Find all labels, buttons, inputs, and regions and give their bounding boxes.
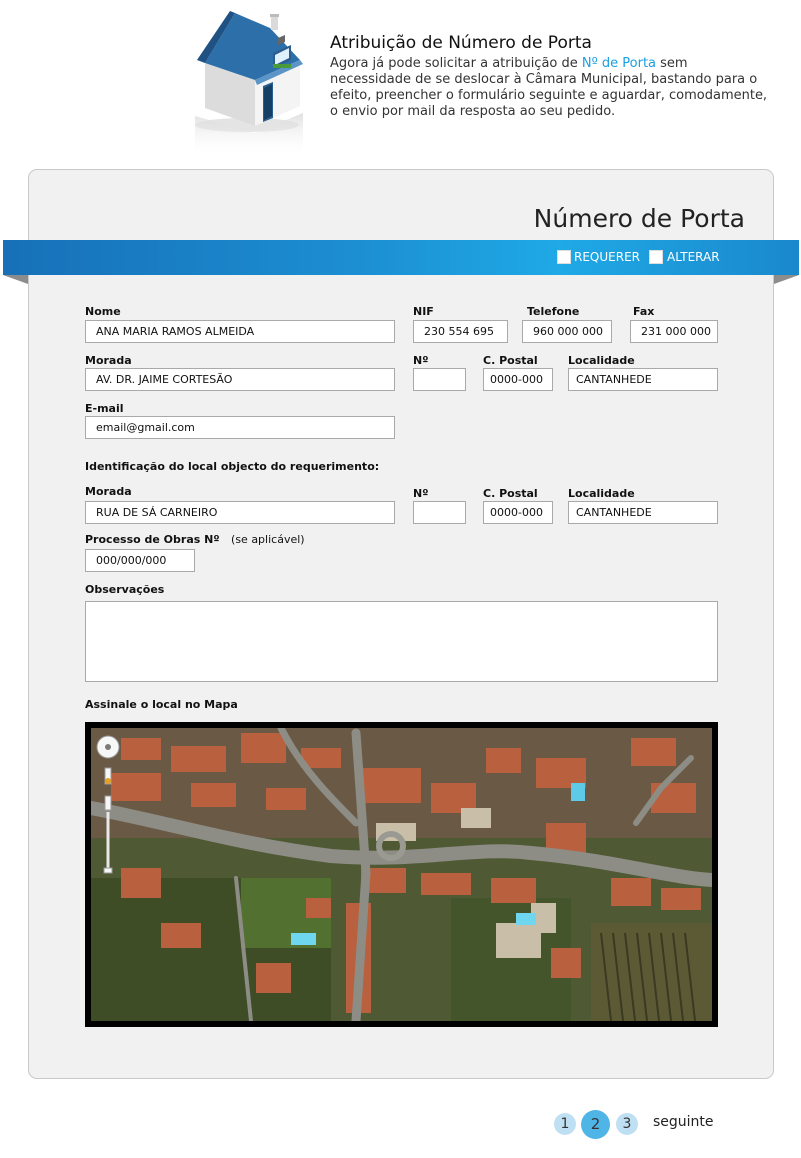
location-section-heading: Identificação do local objecto do requerimento:: [85, 460, 380, 473]
form-title: Número de Porta: [533, 204, 745, 233]
alterar-label[interactable]: ALTERAR: [667, 250, 720, 264]
satellite-map[interactable]: [91, 728, 712, 1021]
cpostal-input[interactable]: 0000-000: [483, 368, 553, 391]
telefone-label: Telefone: [527, 305, 580, 318]
processo-label-text: Processo de Obras Nº: [85, 533, 220, 546]
description-text-end: sem necessidade de se deslocar à Câmara Municipal, bastando para o efeito, preencher o formulário seguinte e aguardar, comodamente, o envio por mail da resposta ao seu pedido.: [330, 56, 768, 119]
numero-input[interactable]: [413, 368, 466, 391]
description-text-start: Agora já pode solicitar a atribuição de: [330, 56, 582, 71]
page-header-description: [330, 56, 770, 120]
processo-label: [85, 533, 305, 546]
map-label: Assinale o local no Mapa: [85, 698, 238, 711]
page-1-button[interactable]: 1: [554, 1113, 576, 1135]
numero-label: Nº: [413, 354, 429, 367]
morada-label: Morada: [85, 354, 132, 367]
requerer-label[interactable]: REQUERER: [574, 250, 640, 264]
location-numero-label: Nº: [413, 487, 429, 500]
telefone-input[interactable]: 960 000 000: [522, 320, 612, 343]
next-button[interactable]: seguinte: [653, 1114, 714, 1130]
processo-input[interactable]: 000/000/000: [85, 549, 195, 572]
observacoes-label: Observações: [85, 583, 165, 596]
page-2-button[interactable]: 2: [581, 1110, 610, 1139]
alterar-checkbox[interactable]: [649, 250, 663, 264]
band-fold-left: [3, 275, 28, 284]
email-input[interactable]: email@gmail.com: [85, 416, 395, 439]
morada-input[interactable]: AV. DR. JAIME CORTESÃO: [85, 368, 395, 391]
location-cpostal-label: C. Postal: [483, 487, 538, 500]
page-3-button[interactable]: 3: [616, 1113, 638, 1135]
cpostal-label: C. Postal: [483, 354, 538, 367]
band-fold-right: [774, 275, 799, 284]
door-number-link[interactable]: Nº de Porta: [581, 56, 657, 71]
location-morada-label: Morada: [85, 485, 132, 498]
nome-label: Nome: [85, 305, 121, 318]
fax-label: Fax: [633, 305, 655, 318]
location-cpostal-input[interactable]: 0000-000: [483, 501, 553, 524]
house-icon: [185, 8, 315, 158]
location-numero-input[interactable]: [413, 501, 466, 524]
nome-input[interactable]: ANA MARIA RAMOS ALMEIDA: [85, 320, 395, 343]
observacoes-textarea[interactable]: [85, 601, 718, 682]
nif-label: NIF: [413, 305, 434, 318]
requerer-checkbox[interactable]: [557, 250, 571, 264]
nif-input[interactable]: 230 554 695: [413, 320, 508, 343]
processo-hint: (se aplicável): [231, 533, 305, 546]
localidade-label: Localidade: [568, 354, 635, 367]
map-frame: [85, 722, 718, 1027]
page-header-title: Atribuição de Número de Porta: [330, 33, 592, 53]
location-morada-input[interactable]: RUA DE SÁ CARNEIRO: [85, 501, 395, 524]
location-localidade-label: Localidade: [568, 487, 635, 500]
localidade-input[interactable]: CANTANHEDE: [568, 368, 718, 391]
email-label: E-mail: [85, 402, 124, 415]
location-localidade-input[interactable]: CANTANHEDE: [568, 501, 718, 524]
fax-input[interactable]: 231 000 000: [630, 320, 718, 343]
